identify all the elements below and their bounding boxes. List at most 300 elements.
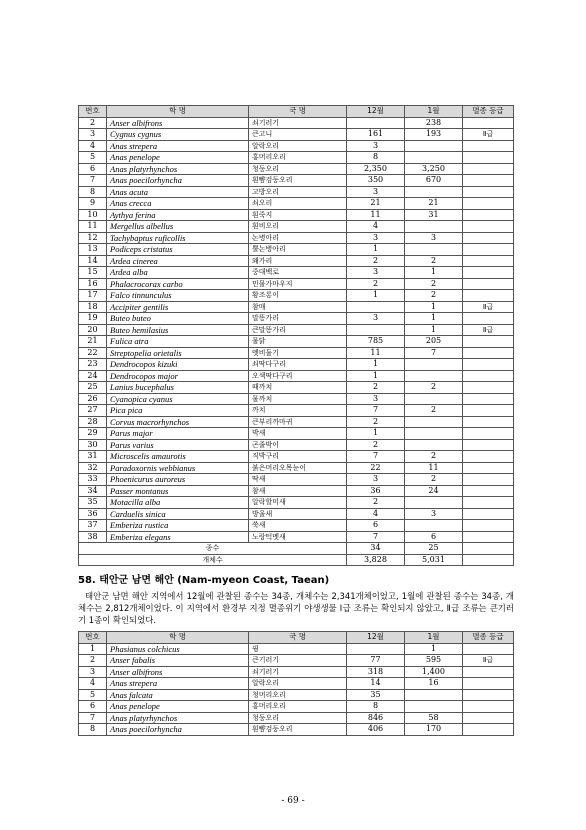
scientific-name: Anas strepera bbox=[107, 678, 249, 690]
table-header-row bbox=[79, 106, 514, 118]
korean-name: 까치 bbox=[249, 405, 347, 417]
table-row bbox=[79, 324, 514, 336]
january-count bbox=[405, 152, 463, 164]
korean-name: 흰비오리 bbox=[249, 221, 347, 233]
row-number: 7 bbox=[79, 175, 107, 187]
table-row bbox=[79, 359, 514, 371]
scientific-name: Cyanopica cyanus bbox=[107, 393, 249, 405]
individual-count-row bbox=[79, 554, 514, 566]
january-count bbox=[405, 439, 463, 451]
december-count: 22 bbox=[347, 462, 405, 474]
scientific-name: Aythya ferina bbox=[107, 209, 249, 221]
korean-name: 방울새 bbox=[249, 508, 347, 520]
scientific-name: Falco tinnunculus bbox=[107, 290, 249, 302]
december-count: 77 bbox=[347, 655, 405, 667]
december-count bbox=[347, 643, 405, 655]
december-count: 7 bbox=[347, 405, 405, 417]
table-row bbox=[79, 382, 514, 394]
row-number: 19 bbox=[79, 313, 107, 325]
row-number: 14 bbox=[79, 255, 107, 267]
december-count: 3 bbox=[347, 313, 405, 325]
korean-name: 홍머리오리 bbox=[249, 152, 347, 164]
december-count: 2,350 bbox=[347, 163, 405, 175]
row-number: 2 bbox=[79, 117, 107, 129]
korean-name: 큰고니 bbox=[249, 129, 347, 141]
species-count-january: 25 bbox=[405, 543, 463, 555]
january-count bbox=[405, 520, 463, 532]
korean-name: 꿩 bbox=[249, 643, 347, 655]
scientific-name: Streptopelia orietalis bbox=[107, 347, 249, 359]
row-number: 30 bbox=[79, 439, 107, 451]
row-number: 5 bbox=[79, 689, 107, 701]
scientific-name: Lanius bucephalus bbox=[107, 382, 249, 394]
table-row bbox=[79, 152, 514, 164]
scientific-name: Anas poecilorhyncha bbox=[107, 724, 249, 736]
table-row bbox=[79, 267, 514, 279]
row-number: 6 bbox=[79, 701, 107, 713]
individual-count-label: 개체수 bbox=[79, 554, 347, 566]
december-count: 1 bbox=[347, 290, 405, 302]
korean-name: 노랑턱멧새 bbox=[249, 531, 347, 543]
january-count: 21 bbox=[405, 198, 463, 210]
table-row bbox=[79, 301, 514, 313]
december-count: 846 bbox=[347, 712, 405, 724]
december-count bbox=[347, 117, 405, 129]
header-january: 1월 bbox=[405, 632, 463, 644]
table-row bbox=[79, 462, 514, 474]
scientific-name: Carduelis sinica bbox=[107, 508, 249, 520]
scientific-name: Anas acuta bbox=[107, 186, 249, 198]
january-count: 2 bbox=[405, 290, 463, 302]
december-count: 2 bbox=[347, 255, 405, 267]
korean-name: 민물가마우지 bbox=[249, 278, 347, 290]
korean-name: 뿔논병아리 bbox=[249, 244, 347, 256]
january-count bbox=[405, 359, 463, 371]
row-number: 3 bbox=[79, 129, 107, 141]
january-count: 2 bbox=[405, 255, 463, 267]
endangered-grade bbox=[463, 393, 514, 405]
january-count: 6 bbox=[405, 531, 463, 543]
endangered-grade bbox=[463, 255, 514, 267]
table-row bbox=[79, 140, 514, 152]
endangered-grade bbox=[463, 290, 514, 302]
january-count bbox=[405, 140, 463, 152]
endangered-grade bbox=[463, 221, 514, 233]
row-number: 27 bbox=[79, 405, 107, 417]
table-row bbox=[79, 724, 514, 736]
january-count: 1 bbox=[405, 267, 463, 279]
korean-name: 고방오리 bbox=[249, 186, 347, 198]
december-count: 4 bbox=[347, 221, 405, 233]
korean-name: 큰기러기 bbox=[249, 655, 347, 667]
scientific-name: Emberiza elegans bbox=[107, 531, 249, 543]
row-number: 37 bbox=[79, 520, 107, 532]
species-count-label: 종수 bbox=[79, 543, 347, 555]
january-count bbox=[405, 370, 463, 382]
january-count: 3 bbox=[405, 508, 463, 520]
row-number: 23 bbox=[79, 359, 107, 371]
header-january: 1월 bbox=[405, 106, 463, 118]
table-row bbox=[79, 712, 514, 724]
row-number: 4 bbox=[79, 140, 107, 152]
korean-name: 큰말똥가리 bbox=[249, 324, 347, 336]
endangered-grade bbox=[463, 462, 514, 474]
january-count: 1 bbox=[405, 313, 463, 325]
table-row bbox=[79, 370, 514, 382]
endangered-grade bbox=[463, 439, 514, 451]
scientific-name: Ardea alba bbox=[107, 267, 249, 279]
december-count: 35 bbox=[347, 689, 405, 701]
january-count: 7 bbox=[405, 347, 463, 359]
individual-count-grade bbox=[463, 554, 514, 566]
row-number: 5 bbox=[79, 152, 107, 164]
january-count: 595 bbox=[405, 655, 463, 667]
december-count: 2 bbox=[347, 439, 405, 451]
row-number: 7 bbox=[79, 712, 107, 724]
row-number: 36 bbox=[79, 508, 107, 520]
table-row bbox=[79, 701, 514, 713]
table-row bbox=[79, 232, 514, 244]
scientific-name: Passer montanus bbox=[107, 485, 249, 497]
scientific-name: Fulica atra bbox=[107, 336, 249, 348]
individual-count-december: 3,828 bbox=[347, 554, 405, 566]
december-count: 8 bbox=[347, 701, 405, 713]
scientific-name: Anas crecca bbox=[107, 198, 249, 210]
row-number: 8 bbox=[79, 724, 107, 736]
korean-name: 참새 bbox=[249, 485, 347, 497]
december-count: 3 bbox=[347, 267, 405, 279]
table-row bbox=[79, 508, 514, 520]
december-count: 785 bbox=[347, 336, 405, 348]
row-number: 28 bbox=[79, 416, 107, 428]
table-row bbox=[79, 689, 514, 701]
january-count: 2 bbox=[405, 382, 463, 394]
scientific-name: Emberiza rustica bbox=[107, 520, 249, 532]
endangered-grade bbox=[463, 405, 514, 417]
endangered-grade: Ⅱ급 bbox=[463, 301, 514, 313]
endangered-grade: Ⅱ급 bbox=[463, 655, 514, 667]
scientific-name: Dendrocopos major bbox=[107, 370, 249, 382]
december-count: 6 bbox=[347, 520, 405, 532]
header-december: 12월 bbox=[347, 106, 405, 118]
header-korean-name: 국 명 bbox=[249, 632, 347, 644]
december-count: 3 bbox=[347, 393, 405, 405]
row-number: 1 bbox=[79, 643, 107, 655]
row-number: 38 bbox=[79, 531, 107, 543]
bird-count-table-1 bbox=[78, 105, 514, 566]
scientific-name: Anas penelope bbox=[107, 701, 249, 713]
endangered-grade bbox=[463, 666, 514, 678]
endangered-grade bbox=[463, 232, 514, 244]
scientific-name: Ardea cinerea bbox=[107, 255, 249, 267]
january-count: 205 bbox=[405, 336, 463, 348]
endangered-grade bbox=[463, 186, 514, 198]
january-count: 3,250 bbox=[405, 163, 463, 175]
header-grade: 멸종 등급 bbox=[463, 106, 514, 118]
table-row bbox=[79, 198, 514, 210]
january-count: 238 bbox=[405, 117, 463, 129]
january-count: 2 bbox=[405, 474, 463, 486]
header-december: 12월 bbox=[347, 632, 405, 644]
korean-name: 청머리오리 bbox=[249, 689, 347, 701]
scientific-name: Cygnus cygnus bbox=[107, 129, 249, 141]
korean-name: 딱새 bbox=[249, 474, 347, 486]
endangered-grade bbox=[463, 712, 514, 724]
december-count: 406 bbox=[347, 724, 405, 736]
december-count: 161 bbox=[347, 129, 405, 141]
january-count: 1,400 bbox=[405, 666, 463, 678]
january-count bbox=[405, 244, 463, 256]
endangered-grade: Ⅱ급 bbox=[463, 324, 514, 336]
korean-name: 큰부리까마귀 bbox=[249, 416, 347, 428]
scientific-name: Accipiter gentilis bbox=[107, 301, 249, 313]
table-row bbox=[79, 405, 514, 417]
january-count: 16 bbox=[405, 678, 463, 690]
table-row bbox=[79, 175, 514, 187]
endangered-grade bbox=[463, 689, 514, 701]
species-count-december: 34 bbox=[347, 543, 405, 555]
scientific-name: Anas poecilorhyncha bbox=[107, 175, 249, 187]
endangered-grade bbox=[463, 347, 514, 359]
scientific-name: Anas falcata bbox=[107, 689, 249, 701]
row-number: 24 bbox=[79, 370, 107, 382]
table-row bbox=[79, 313, 514, 325]
scientific-name: Anas strepera bbox=[107, 140, 249, 152]
december-count: 1 bbox=[347, 359, 405, 371]
species-count-grade bbox=[463, 543, 514, 555]
january-count: 670 bbox=[405, 175, 463, 187]
row-number: 21 bbox=[79, 336, 107, 348]
scientific-name: Anser albifrons bbox=[107, 666, 249, 678]
endangered-grade bbox=[463, 474, 514, 486]
korean-name: 알락오리 bbox=[249, 140, 347, 152]
species-count-row bbox=[79, 543, 514, 555]
table-row bbox=[79, 655, 514, 667]
header-no: 번호 bbox=[79, 632, 107, 644]
january-count bbox=[405, 497, 463, 509]
endangered-grade bbox=[463, 643, 514, 655]
endangered-grade bbox=[463, 508, 514, 520]
january-count bbox=[405, 701, 463, 713]
individual-count-january: 5,031 bbox=[405, 554, 463, 566]
december-count: 3 bbox=[347, 140, 405, 152]
scientific-name: Motacilla alba bbox=[107, 497, 249, 509]
january-count: 11 bbox=[405, 462, 463, 474]
scientific-name: Podiceps cristatus bbox=[107, 244, 249, 256]
endangered-grade bbox=[463, 359, 514, 371]
december-count: 4 bbox=[347, 508, 405, 520]
endangered-grade bbox=[463, 244, 514, 256]
scientific-name: Corvus macrorhynchos bbox=[107, 416, 249, 428]
january-count: 2 bbox=[405, 451, 463, 463]
january-count: 193 bbox=[405, 129, 463, 141]
table-row bbox=[79, 520, 514, 532]
endangered-grade bbox=[463, 117, 514, 129]
row-number: 2 bbox=[79, 655, 107, 667]
january-count bbox=[405, 186, 463, 198]
header-scientific-name: 학 명 bbox=[107, 632, 249, 644]
row-number: 33 bbox=[79, 474, 107, 486]
row-number: 15 bbox=[79, 267, 107, 279]
january-count: 3 bbox=[405, 232, 463, 244]
korean-name: 직박구리 bbox=[249, 451, 347, 463]
endangered-grade: Ⅱ급 bbox=[463, 129, 514, 141]
row-number: 34 bbox=[79, 485, 107, 497]
january-count: 31 bbox=[405, 209, 463, 221]
row-number: 4 bbox=[79, 678, 107, 690]
endangered-grade bbox=[463, 382, 514, 394]
endangered-grade bbox=[463, 313, 514, 325]
january-count: 1 bbox=[405, 301, 463, 313]
row-number: 17 bbox=[79, 290, 107, 302]
table-row bbox=[79, 416, 514, 428]
december-count: 2 bbox=[347, 416, 405, 428]
table-row bbox=[79, 347, 514, 359]
endangered-grade bbox=[463, 198, 514, 210]
korean-name: 흰뺨검둥오리 bbox=[249, 724, 347, 736]
korean-name: 알락오리 bbox=[249, 678, 347, 690]
table-row bbox=[79, 531, 514, 543]
december-count: 7 bbox=[347, 531, 405, 543]
scientific-name: Anas penelope bbox=[107, 152, 249, 164]
table-row bbox=[79, 643, 514, 655]
korean-name: 쑥새 bbox=[249, 520, 347, 532]
december-count bbox=[347, 301, 405, 313]
january-count bbox=[405, 221, 463, 233]
table-row bbox=[79, 278, 514, 290]
table-row bbox=[79, 290, 514, 302]
table-row bbox=[79, 209, 514, 221]
korean-name: 붉은머리오목눈이 bbox=[249, 462, 347, 474]
endangered-grade bbox=[463, 175, 514, 187]
table-row bbox=[79, 255, 514, 267]
table-row bbox=[79, 129, 514, 141]
korean-name: 오색딱다구리 bbox=[249, 370, 347, 382]
table-row bbox=[79, 497, 514, 509]
table-row bbox=[79, 451, 514, 463]
table-row bbox=[79, 678, 514, 690]
december-count: 350 bbox=[347, 175, 405, 187]
january-count: 170 bbox=[405, 724, 463, 736]
december-count: 1 bbox=[347, 428, 405, 440]
korean-name: 중대백로 bbox=[249, 267, 347, 279]
table-row bbox=[79, 474, 514, 486]
korean-name: 홍머리오리 bbox=[249, 701, 347, 713]
endangered-grade bbox=[463, 336, 514, 348]
korean-name: 쇠오리 bbox=[249, 198, 347, 210]
endangered-grade bbox=[463, 370, 514, 382]
korean-name: 논병아리 bbox=[249, 232, 347, 244]
endangered-grade bbox=[463, 163, 514, 175]
korean-name: 때까치 bbox=[249, 382, 347, 394]
december-count: 2 bbox=[347, 278, 405, 290]
scientific-name: Pica pica bbox=[107, 405, 249, 417]
december-count: 2 bbox=[347, 382, 405, 394]
row-number: 31 bbox=[79, 451, 107, 463]
row-number: 35 bbox=[79, 497, 107, 509]
table-row bbox=[79, 485, 514, 497]
korean-name: 흰죽지 bbox=[249, 209, 347, 221]
table-row bbox=[79, 221, 514, 233]
header-korean-name: 국 명 bbox=[249, 106, 347, 118]
endangered-grade bbox=[463, 209, 514, 221]
january-count: 58 bbox=[405, 712, 463, 724]
scientific-name: Anser fabalis bbox=[107, 655, 249, 667]
endangered-grade bbox=[463, 531, 514, 543]
endangered-grade bbox=[463, 140, 514, 152]
december-count: 1 bbox=[347, 370, 405, 382]
scientific-name: Buteo buteo bbox=[107, 313, 249, 325]
december-count: 21 bbox=[347, 198, 405, 210]
scientific-name: Anser albifrons bbox=[107, 117, 249, 129]
table-row bbox=[79, 244, 514, 256]
endangered-grade bbox=[463, 451, 514, 463]
december-count: 318 bbox=[347, 666, 405, 678]
table-row bbox=[79, 393, 514, 405]
row-number: 29 bbox=[79, 428, 107, 440]
january-count: 2 bbox=[405, 405, 463, 417]
row-number: 25 bbox=[79, 382, 107, 394]
korean-name: 쇠기러기 bbox=[249, 117, 347, 129]
table-row bbox=[79, 336, 514, 348]
december-count: 3 bbox=[347, 186, 405, 198]
row-number: 6 bbox=[79, 163, 107, 175]
scientific-name: Tachybaptus ruficollis bbox=[107, 232, 249, 244]
row-number: 20 bbox=[79, 324, 107, 336]
korean-name: 물닭 bbox=[249, 336, 347, 348]
december-count: 2 bbox=[347, 497, 405, 509]
endangered-grade bbox=[463, 267, 514, 279]
scientific-name: Parus varius bbox=[107, 439, 249, 451]
row-number: 32 bbox=[79, 462, 107, 474]
scientific-name: Phasianus colchicus bbox=[107, 643, 249, 655]
scientific-name: Paradoxornis webbianus bbox=[107, 462, 249, 474]
january-count bbox=[405, 689, 463, 701]
korean-name: 청둥오리 bbox=[249, 712, 347, 724]
row-number: 22 bbox=[79, 347, 107, 359]
january-count: 2 bbox=[405, 278, 463, 290]
row-number: 10 bbox=[79, 209, 107, 221]
header-no: 번호 bbox=[79, 106, 107, 118]
row-number: 16 bbox=[79, 278, 107, 290]
december-count: 8 bbox=[347, 152, 405, 164]
korean-name: 곤줄박이 bbox=[249, 439, 347, 451]
january-count bbox=[405, 416, 463, 428]
december-count: 11 bbox=[347, 209, 405, 221]
korean-name: 황조롱이 bbox=[249, 290, 347, 302]
scientific-name: Mergellus albellus bbox=[107, 221, 249, 233]
scientific-name: Anas platyrhynchos bbox=[107, 712, 249, 724]
row-number: 3 bbox=[79, 666, 107, 678]
table-row bbox=[79, 428, 514, 440]
scientific-name: Dendrocopos kizuki bbox=[107, 359, 249, 371]
row-number: 13 bbox=[79, 244, 107, 256]
endangered-grade bbox=[463, 724, 514, 736]
endangered-grade bbox=[463, 416, 514, 428]
endangered-grade bbox=[463, 485, 514, 497]
january-count bbox=[405, 428, 463, 440]
row-number: 26 bbox=[79, 393, 107, 405]
korean-name: 참매 bbox=[249, 301, 347, 313]
december-count: 7 bbox=[347, 451, 405, 463]
endangered-grade bbox=[463, 678, 514, 690]
korean-name: 말똥가리 bbox=[249, 313, 347, 325]
endangered-grade bbox=[463, 701, 514, 713]
january-count: 1 bbox=[405, 643, 463, 655]
korean-name: 박새 bbox=[249, 428, 347, 440]
january-count bbox=[405, 393, 463, 405]
december-count: 1 bbox=[347, 244, 405, 256]
